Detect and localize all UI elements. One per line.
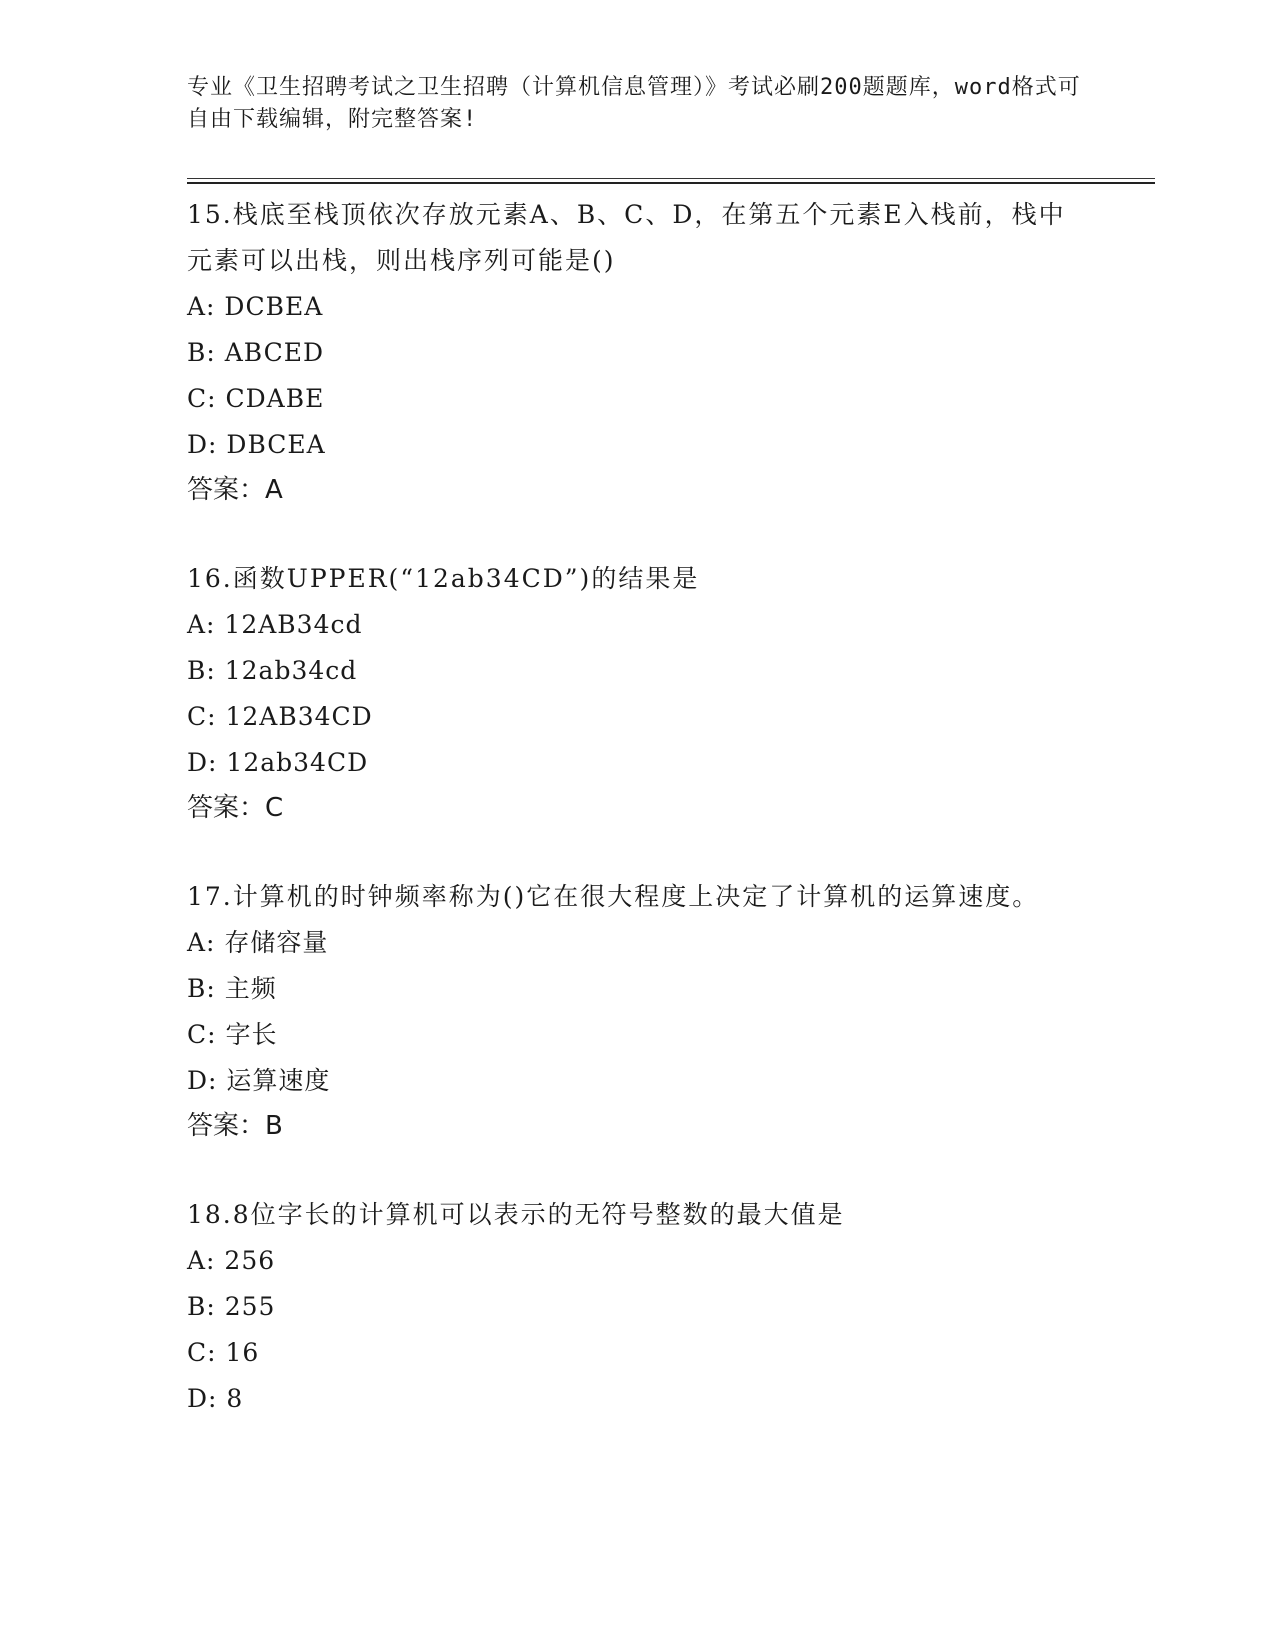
option-c: C: 16 [187, 1338, 260, 1367]
question-15 [187, 192, 1087, 512]
option-a: A: 12AB34cd [187, 610, 363, 639]
question-list [187, 192, 1087, 1466]
option-a: A: 存储容量 [187, 928, 329, 957]
document-header: 专业《卫生招聘考试之卫生招聘（计算机信息管理）》考试必刷200题题库，word格式可自由下载编辑，附完整答案! [187, 75, 1081, 132]
option-c: C: 字长 [187, 1020, 278, 1049]
option-d: D: 12ab34CD [187, 748, 369, 777]
option-d: D: 运算速度 [187, 1066, 331, 1095]
question-stem: 17.计算机的时钟频率称为()它在很大程度上决定了计算机的运算速度。 [187, 882, 1040, 911]
option-d: D: 8 [187, 1384, 244, 1413]
header-divider-thin [187, 178, 1155, 179]
answer: 答案：B [187, 1111, 283, 1141]
option-b: B: 主频 [187, 974, 277, 1003]
question-stem: 16.函数UPPER(“12ab34CD”)的结果是 [187, 564, 700, 593]
question-18 [187, 1192, 1087, 1422]
answer: 答案：C [187, 793, 284, 823]
question-stem: 15.栈底至栈顶依次存放元素A、B、C、D，在第五个元素E入栈前，栈中元素可以出栈，则出栈序列可能是() [187, 200, 1066, 275]
header-divider-thick [187, 182, 1155, 184]
option-b: B: ABCED [187, 338, 325, 367]
option-b: B: 12ab34cd [187, 656, 358, 685]
question-stem: 18.8位字长的计算机可以表示的无符号整数的最大值是 [187, 1200, 845, 1229]
option-a: A: 256 [187, 1246, 276, 1275]
option-b: B: 255 [187, 1292, 276, 1321]
question-17 [187, 874, 1087, 1148]
option-a: A: DCBEA [187, 292, 324, 321]
option-c: C: CDABE [187, 384, 325, 413]
answer: 答案：A [187, 475, 283, 505]
option-c: C: 12AB34CD [187, 702, 373, 731]
question-16 [187, 556, 1087, 830]
option-d: D: DBCEA [187, 430, 326, 459]
